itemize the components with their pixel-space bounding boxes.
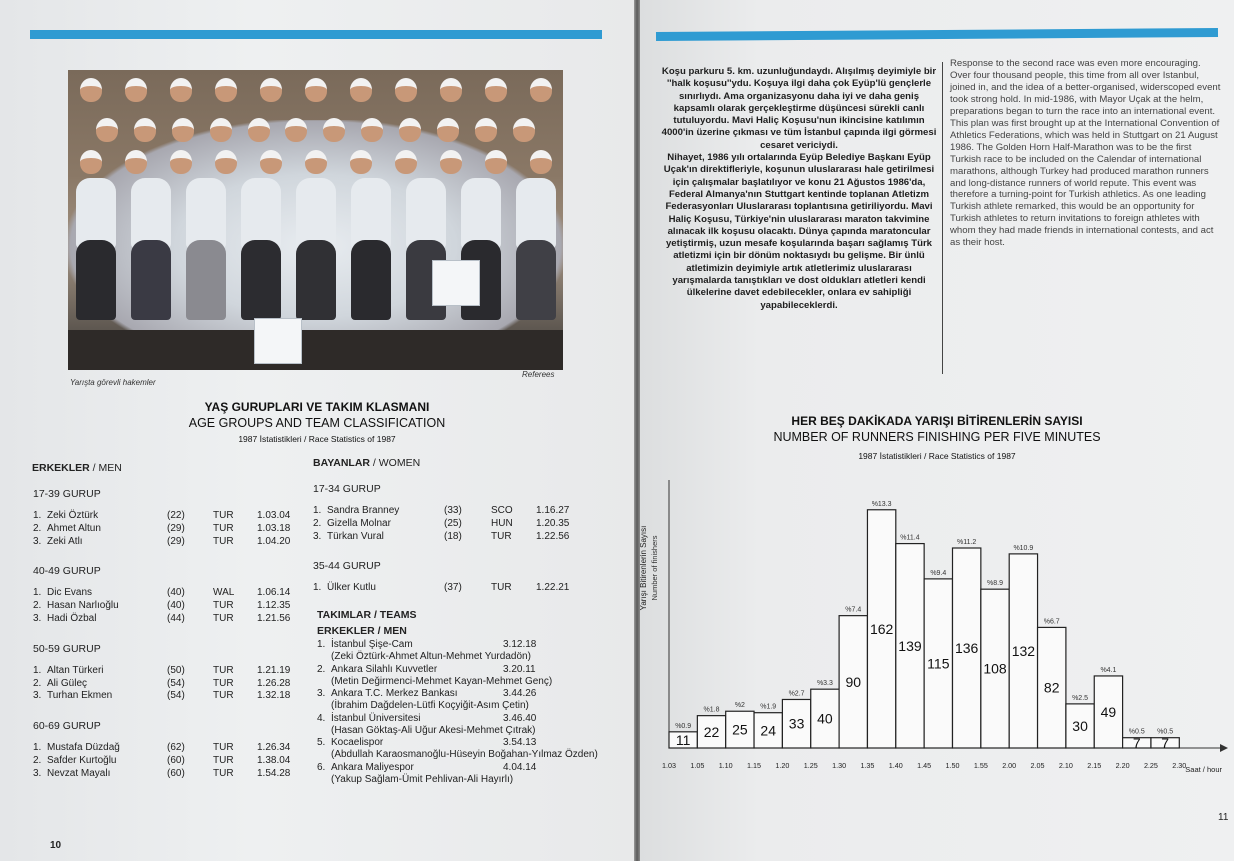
column-divider	[942, 62, 943, 374]
x-tick-label: 2.05	[1030, 761, 1045, 770]
result-name: Safder Kurtoğlu	[47, 755, 117, 766]
result-age: (62)	[167, 742, 185, 754]
team-members: (İbrahim Dağdelen-Lütfi Koçyiğit-Asım Çetin)	[331, 700, 529, 712]
y-axis-label-turkish: Yarışı Bitirenlerin Sayısı	[639, 525, 648, 611]
team-name: Ankara Silahlı Kuvvetler	[331, 663, 438, 675]
result-rank: 3.	[33, 767, 42, 779]
result-age: (18)	[444, 530, 462, 542]
age-group-label: 50-59 GURUP	[33, 642, 101, 655]
age-group-label: 40-49 GURUP	[33, 565, 101, 578]
team-name: Ankara T.C. Merkez Bankası	[331, 688, 458, 700]
result-name: Dic Evans	[47, 587, 93, 599]
result-time: 1.04.20	[257, 535, 291, 547]
team-time: 3.12.18	[503, 639, 537, 650]
team-members: (Metin Değirmenci-Mehmet Kayan-Mehmet Genç)	[331, 675, 553, 687]
result-country: HUN	[491, 517, 513, 529]
result-row	[33, 600, 313, 613]
result-rank: 2.	[33, 755, 42, 766]
page-number-right: 11	[1218, 812, 1229, 823]
bar-percent-label: %0.5	[1128, 728, 1145, 736]
women-header: BAYANLAR / WOMEN	[313, 457, 421, 469]
result-name: Ali Güleç	[47, 677, 88, 689]
result-name: Turhan Ekmen	[47, 690, 113, 702]
x-tick-label: 1.25	[803, 761, 818, 770]
result-name: Gizella Molnar	[327, 517, 391, 529]
result-country: TUR	[213, 664, 234, 676]
bar-percent-label: %2.7	[788, 690, 805, 698]
x-tick-label: 2.25	[1143, 761, 1158, 770]
result-country: TUR	[213, 755, 234, 766]
x-tick-label: 1.20	[775, 761, 790, 770]
chart-title-turkish: HER BEŞ DAKİKADA YARIŞI BİTİRENLERİN SAYISI	[791, 414, 1083, 428]
result-rank: 2.	[313, 517, 322, 529]
result-time: 1.26.28	[257, 677, 291, 689]
result-age: (54)	[167, 677, 185, 689]
bar-value-label: 30	[1072, 717, 1088, 734]
team-time: 3.54.13	[503, 737, 537, 749]
result-age: (29)	[167, 535, 185, 547]
bar-percent-label: %13.3	[871, 500, 892, 508]
blue-header-bar	[30, 30, 602, 39]
bar-value-label: 24	[760, 722, 777, 739]
bar-percent-label: %8.9	[987, 580, 1004, 588]
x-tick-label: 2.10	[1058, 761, 1073, 770]
result-country: TUR	[213, 690, 234, 702]
result-rank: 2.	[33, 522, 42, 534]
result-rank: 1.	[33, 742, 42, 754]
bar-value-label: 11	[675, 731, 691, 748]
chart-title-english: NUMBER OF RUNNERS FINISHING PER FIVE MINUTES	[773, 430, 1101, 444]
team-members: (Zeki Öztürk-Ahmet Altun-Mehmet Yurdadön)	[331, 651, 531, 662]
result-name: Sandra Branney	[327, 505, 400, 516]
result-age: (22)	[167, 510, 185, 521]
result-rank: 1.	[33, 510, 42, 521]
team-time: 3.20.11	[503, 663, 536, 675]
x-tick-label: 1.35	[860, 761, 875, 770]
result-country: TUR	[213, 613, 234, 624]
result-time: 1.16.27	[536, 505, 570, 516]
bar-percent-label: %6.7	[1043, 618, 1060, 626]
x-tick-label: 1.15	[747, 761, 762, 770]
x-tick-label: 2.00	[1002, 761, 1017, 770]
result-age: (54)	[167, 690, 185, 702]
x-axis-label: Saat / hour	[1185, 765, 1222, 774]
result-age: (60)	[167, 767, 185, 779]
result-row	[33, 768, 313, 781]
team-name: İstanbul Üniversitesi	[331, 712, 421, 724]
result-rank: 3.	[33, 535, 42, 547]
bar-percent-label: %11.4	[900, 534, 920, 542]
team-time: 3.44.26	[503, 688, 537, 700]
result-name: Zeki Öztürk	[47, 510, 99, 521]
result-name: Altan Türkeri	[47, 664, 104, 676]
team-name: Ankara Maliyespor	[331, 762, 414, 773]
bar-value-label: 136	[954, 640, 979, 656]
team-rank: 3.	[317, 688, 326, 700]
result-time: 1.21.56	[257, 613, 291, 624]
result-name: Hasan Narlıoğlu	[47, 600, 119, 612]
chart-stats-line: 1987 İstatistikleri / Race Statistics of 1987	[858, 451, 1016, 461]
result-rank: 2.	[33, 677, 42, 689]
bar-value-label: 22	[703, 723, 720, 740]
result-row	[33, 742, 313, 755]
result-row	[33, 613, 313, 626]
result-country: TUR	[491, 530, 512, 542]
result-country: TUR	[213, 742, 234, 754]
x-tick-label: 1.10	[718, 761, 733, 770]
result-row	[33, 523, 313, 536]
result-rank: 1.	[33, 664, 42, 676]
result-age: (50)	[167, 664, 185, 676]
bar-value-label: 90	[845, 673, 862, 690]
section-title-english: AGE GROUPS AND TEAM CLASSIFICATION	[188, 416, 446, 430]
bar-value-label: 33	[788, 715, 805, 732]
team-name: İstanbul Şişe-Cam	[331, 639, 413, 650]
team-name: Kocaelispor	[331, 737, 384, 749]
result-age: (40)	[167, 600, 185, 612]
team-members: (Abdullah Karaosmanoğlu-Hüseyin Boğahan-Yılmaz Özden)	[331, 749, 598, 761]
finishers-bar-chart	[640, 460, 1234, 780]
result-country: TUR	[213, 522, 234, 534]
result-name: Nevzat Mayalı	[47, 767, 111, 779]
turkish-article-text	[660, 66, 938, 312]
bar-percent-label: %2.5	[1072, 694, 1089, 702]
result-row	[33, 665, 313, 678]
result-rank: 1.	[313, 582, 322, 594]
bar-value-label: 40	[817, 710, 833, 727]
result-name: Mustafa Düzdağ	[47, 742, 120, 754]
x-tick-label: 2.15	[1087, 761, 1102, 770]
bar-percent-label: %7.4	[845, 606, 862, 614]
result-time: 1.12.35	[257, 600, 291, 612]
team-time: 3.46.40	[503, 712, 537, 724]
bar-percent-label: %2	[734, 702, 745, 710]
result-rank: 1.	[313, 505, 322, 516]
result-age: (60)	[167, 755, 185, 766]
team-rank: 6.	[317, 762, 326, 773]
result-age: (40)	[167, 587, 185, 599]
result-country: TUR	[213, 510, 234, 521]
result-rank: 1.	[33, 587, 42, 599]
bar-percent-label: %10.9	[1013, 544, 1034, 552]
y-axis-label-english: Number of finishers	[650, 535, 659, 601]
bar-value-label: 7	[1161, 734, 1170, 751]
result-name: Türkan Vural	[327, 530, 384, 542]
result-country: TUR	[213, 767, 234, 779]
age-group-label: 35-44 GURUP	[313, 560, 381, 573]
men-header: ERKEKLER / MEN	[32, 462, 122, 474]
x-tick-label: 1.55	[973, 761, 988, 770]
result-country: SCO	[491, 505, 513, 516]
result-time: 1.06.14	[257, 587, 291, 599]
x-tick-label: 1.03	[662, 761, 676, 770]
result-row	[33, 690, 313, 703]
result-time: 1.32.18	[257, 690, 291, 702]
result-name: Ülker Kutlu	[327, 582, 376, 594]
result-time: 1.26.34	[257, 742, 291, 754]
x-tick-label: 1.50	[945, 761, 960, 770]
result-row	[313, 505, 593, 518]
result-row	[33, 587, 313, 600]
result-country: TUR	[213, 677, 234, 689]
x-tick-label: 1.05	[690, 761, 705, 770]
result-age: (44)	[167, 613, 185, 624]
result-country: TUR	[213, 600, 234, 612]
result-row	[313, 582, 593, 595]
result-time: 1.03.04	[257, 510, 291, 521]
result-age: (25)	[444, 517, 462, 529]
x-tick-label: 2.20	[1115, 761, 1130, 770]
result-country: TUR	[491, 582, 512, 594]
bar-percent-label: %0.5	[1157, 728, 1174, 736]
result-row	[33, 755, 313, 768]
referees-photo	[68, 70, 563, 370]
result-age: (33)	[444, 505, 462, 516]
english-article-text: Response to the second race was even more encouraging. Over four thousand people, this time from all over Istanbul, joined in, and the idea of a better-organised, widerscoped event took strong hold. In mid-1986, with Mayor Uçak at the helm, preparations began to turn the race into an international event. This plan was first brought up at the International Convention of Athletics Federations, which was held in Stuttgart on 21 August 1986. The Golden Horn Half-Marathon was to be the first Turkish race to be included on the Calendar of international marathons, although Turkey had produced marathon runners and long-distance runners of world repute. This event was therefore a turning-point for Turkish athletics. As one leading Turkish athlete remarked, this would be an opportunity for Turkish athletes to return invitations to foreign athletes with whom they had made friends in international contests, and act as their host.	[950, 58, 1221, 249]
x-tick-label: 1.30	[832, 761, 847, 770]
age-group-label: 17-34 GURUP	[313, 483, 381, 495]
result-row	[33, 678, 313, 691]
bar-percent-label: %1.9	[760, 703, 777, 711]
photo-caption-english: Referees	[522, 370, 555, 379]
result-age: (37)	[444, 582, 462, 594]
stats-line: 1987 İstatistikleri / Race Statistics of 1987	[238, 434, 396, 444]
result-name: Hadi Özbal	[47, 613, 97, 624]
section-title-turkish: YAŞ GURUPLARI VE TAKIM KLASMANI	[204, 400, 430, 414]
teams-header: TAKIMLAR / TEAMS	[317, 609, 417, 621]
bar-value-label: 132	[1011, 642, 1036, 659]
result-row	[313, 531, 593, 544]
bar-value-label: 82	[1043, 679, 1060, 696]
result-country: WAL	[213, 587, 235, 599]
team-time: 4.04.14	[503, 762, 537, 773]
age-group-label: 60-69 GURUP	[33, 720, 101, 733]
result-row	[33, 536, 313, 549]
result-rank: 3.	[33, 690, 42, 702]
bar-value-label: 115	[927, 655, 950, 672]
bar-value-label: 162	[869, 620, 894, 637]
bar-percent-label: %11.2	[957, 539, 977, 546]
team-rank: 5.	[317, 737, 326, 749]
result-name: Ahmet Altun	[47, 522, 101, 534]
bar-percent-label: %9.4	[930, 569, 947, 577]
result-rank: 3.	[313, 530, 322, 542]
result-name: Zeki Atlı	[47, 535, 83, 547]
result-time: 1.54.28	[257, 767, 291, 779]
age-group-label: 17-39 GURUP	[33, 488, 101, 500]
bar-percent-label: %1.8	[703, 706, 720, 714]
teams-men-header: ERKEKLER / MEN	[317, 625, 407, 637]
result-time: 1.20.35	[536, 517, 570, 529]
result-rank: 2.	[33, 600, 42, 612]
bar-percent-label: %3.3	[816, 680, 833, 688]
result-time: 1.38.04	[257, 755, 291, 766]
result-row	[33, 510, 313, 523]
bar-value-label: 25	[732, 721, 748, 738]
bar-value-label: 108	[983, 660, 1007, 677]
result-age: (29)	[167, 522, 185, 534]
x-tick-label: 1.40	[888, 761, 903, 770]
turkish-paragraph-1: Koşu parkuru 5. km. uzunluğundaydı. Alışılmış deyimiyle bir ''halk koşusu''ydu. Koşuya ilgi daha çok Eyüp'lü gençlerle sınırlıydı. Ama organizasyonu daha iyi ve daha geniş kapsamlı olarak gerçekleştirme düşüncesi sürekli canlı tutuluyordu. Mavi Haliç Koşusu'nun ikincisine katılımın 4000'in üzerine çıkması ve tüm İstanbul çapında ilgi görmesi cesaret vericiydi.	[661, 66, 937, 151]
result-country: TUR	[213, 535, 234, 547]
photo-caption-turkish: Yarışta görevli hakemler	[70, 378, 156, 387]
result-rank: 3.	[33, 613, 42, 624]
team-rank: 4.	[317, 712, 326, 724]
bar-value-label: 7	[1132, 734, 1141, 751]
team-members: (Yakup Sağlam-Ümit Pehlivan-Ali Hayırlı)	[331, 774, 514, 785]
x-axis-arrow	[1220, 744, 1228, 752]
team-members: (Hasan Göktaş-Ali Uğur Akesi-Mehmet Çıtrak)	[331, 724, 536, 736]
team-rank: 2.	[317, 663, 326, 675]
bar-value-label: 49	[1100, 703, 1117, 720]
blue-header-bar	[656, 28, 1218, 41]
result-time: 1.21.19	[257, 664, 291, 676]
bar-value-label: 139	[898, 637, 922, 654]
result-time: 1.03.18	[257, 522, 291, 534]
page-number-left: 10	[50, 840, 62, 851]
x-tick-label: 2.30	[1172, 761, 1187, 770]
bar-percent-label: %4.1	[1100, 666, 1117, 674]
result-time: 1.22.56	[536, 530, 570, 542]
result-row	[313, 518, 593, 531]
turkish-paragraph-2: Nihayet, 1986 yılı ortalarında Eyüp Belediye Başkanı Eyüp Uçak'ın direktifleriyle, koşunun uluslararası hale getirilmesi için çalışmalar başlatılıyor ve konu 21 Ağustos 1986'da, Federal Almanya'nın Stuttgart kentinde toplanan Atletizm Federasyonları Uluslararası toplantısına getiriliyordu. Mavi Haliç Koşusu, Türkiye'nin uluslararası maraton takvimine alınacak ilk koşusu olacaktı. Dünya çapında maratoncular yetiştirmiş, uzun mesafe koşularında başarı sağlamış Türk atletizmi için bir dönüm noktasıydı bu gelişme. Bir ünlü atletimizin deyimiyle artık atletlerimiz uluslararası yarışmalarda tanıştıkları ve dost oldukları atletleri kendi ülkelerine davet edebilecekler, onlara ev sahipliği yapabileceklerdi.	[663, 152, 935, 311]
x-tick-label: 1.45	[917, 761, 932, 770]
team-rank: 1.	[317, 639, 326, 650]
result-time: 1.22.21	[536, 582, 570, 594]
bar-percent-label: %0.9	[675, 722, 692, 730]
